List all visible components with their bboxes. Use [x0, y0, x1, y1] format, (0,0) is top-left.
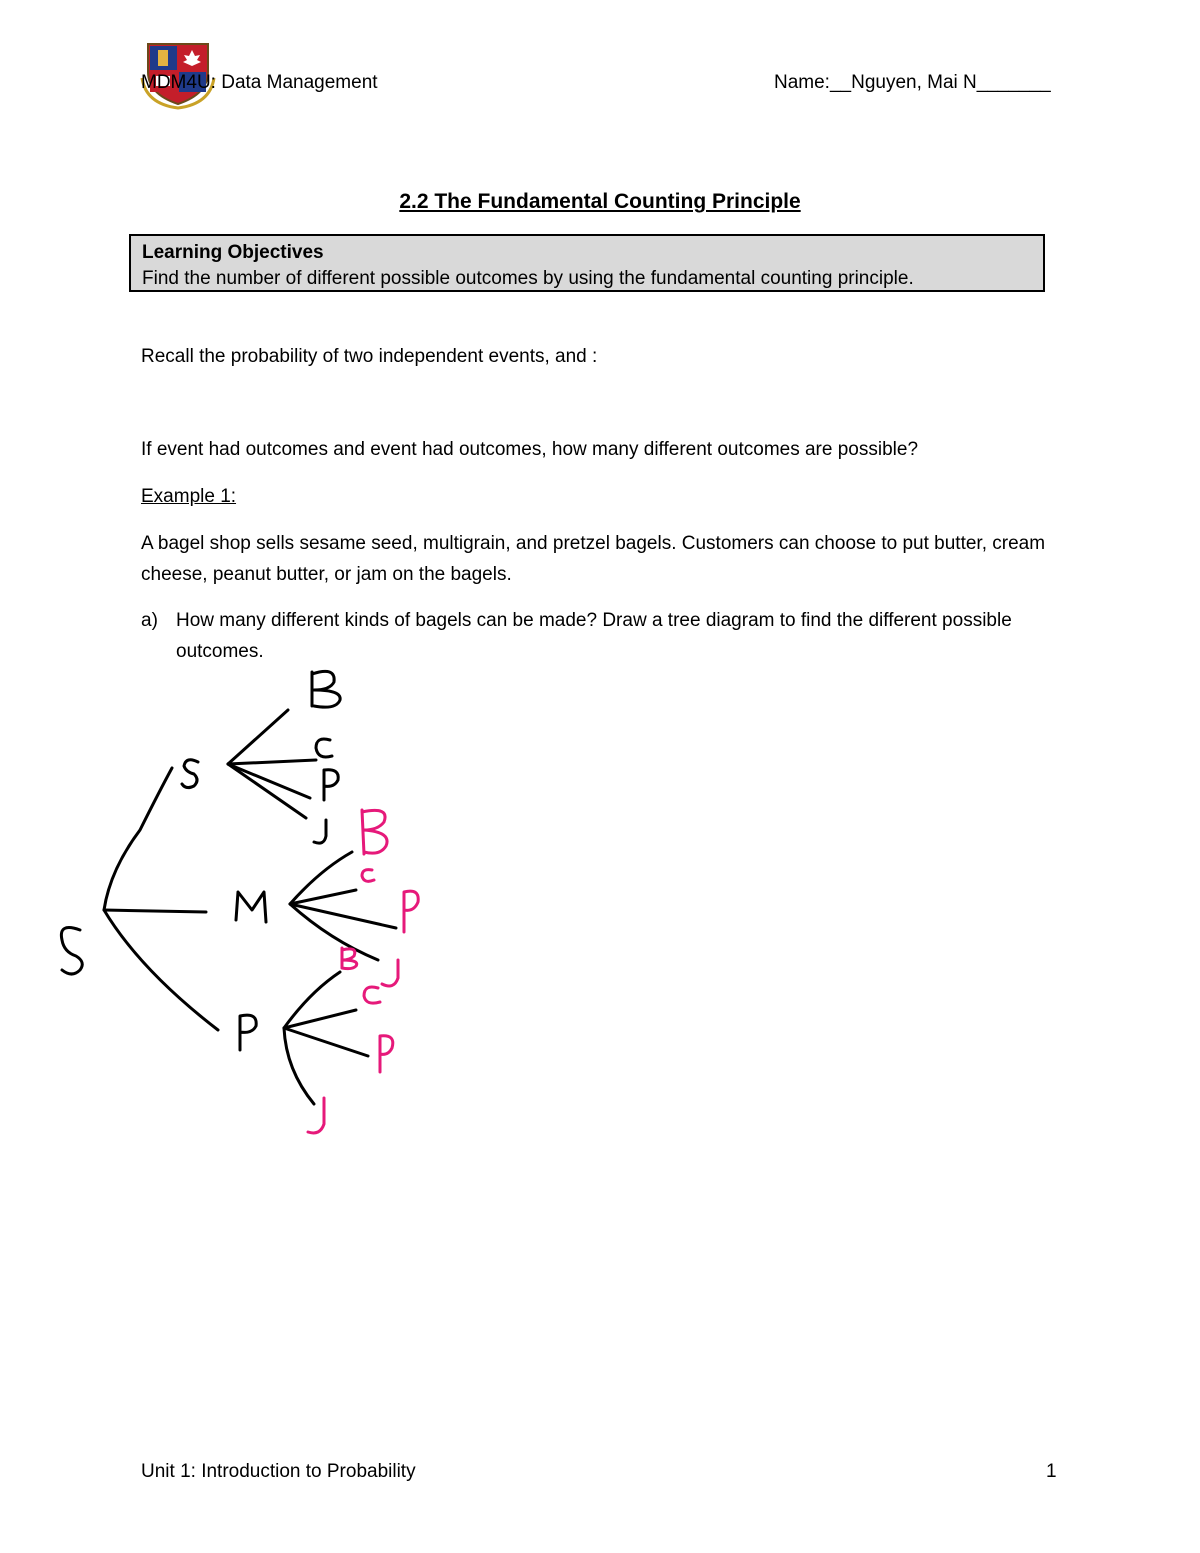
p-leaf-p	[380, 1036, 393, 1072]
s-leaf-c	[316, 739, 332, 757]
m-node-handwritten	[236, 892, 266, 922]
part-a-text: How many different kinds of bagels can be made? Draw a tree diagram to find the different possible outcomes.	[176, 610, 1012, 662]
page-title: 2.2 The Fundamental Counting Principle	[399, 190, 801, 213]
student-name: Name:__Nguyen, Mai N_______	[774, 72, 1051, 93]
m-leaf-p	[404, 891, 418, 932]
m-leaf-c	[362, 870, 374, 882]
question-paragraph: If event had outcomes and event had outcomes, how many different outcomes are possible?	[141, 439, 919, 460]
objectives-text: Find the number of different possible outcomes by using the fundamental counting principle.	[142, 268, 914, 289]
branch-to-s	[104, 768, 172, 910]
branch-to-p	[104, 910, 218, 1030]
m-leaf-j	[382, 960, 398, 986]
part-a-label: a)	[141, 610, 158, 631]
example-label: Example 1:	[141, 486, 237, 507]
s-node-handwritten	[182, 760, 198, 788]
example-text: A bagel shop sells sesame seed, multigrain, and pretzel bagels. Customers can choose to put butter, cream cheese, peanut butter, or jam on the bagels.	[141, 533, 1046, 585]
m-leaf-b	[362, 810, 387, 854]
s-leaf-b	[312, 671, 340, 707]
root-s-handwritten	[61, 928, 82, 974]
course-title: MDM4U: Data Management	[141, 72, 378, 93]
tree-diagram	[0, 640, 520, 1160]
s-leaf-p	[324, 770, 338, 800]
recall-paragraph: Recall the probability of two independent events, and :	[141, 346, 598, 367]
s-leaf-j	[314, 820, 326, 843]
p-node-handwritten	[240, 1015, 256, 1050]
p-leaf-j	[308, 1098, 324, 1133]
p-leaf-c	[364, 987, 380, 1003]
learning-objectives-box	[129, 234, 1045, 292]
p-leaf-b	[342, 948, 357, 969]
page-number: 1	[1046, 1461, 1057, 1482]
branch-to-m	[104, 910, 206, 912]
footer-unit: Unit 1: Introduction to Probability	[141, 1461, 416, 1482]
objectives-heading: Learning Objectives	[142, 242, 324, 263]
